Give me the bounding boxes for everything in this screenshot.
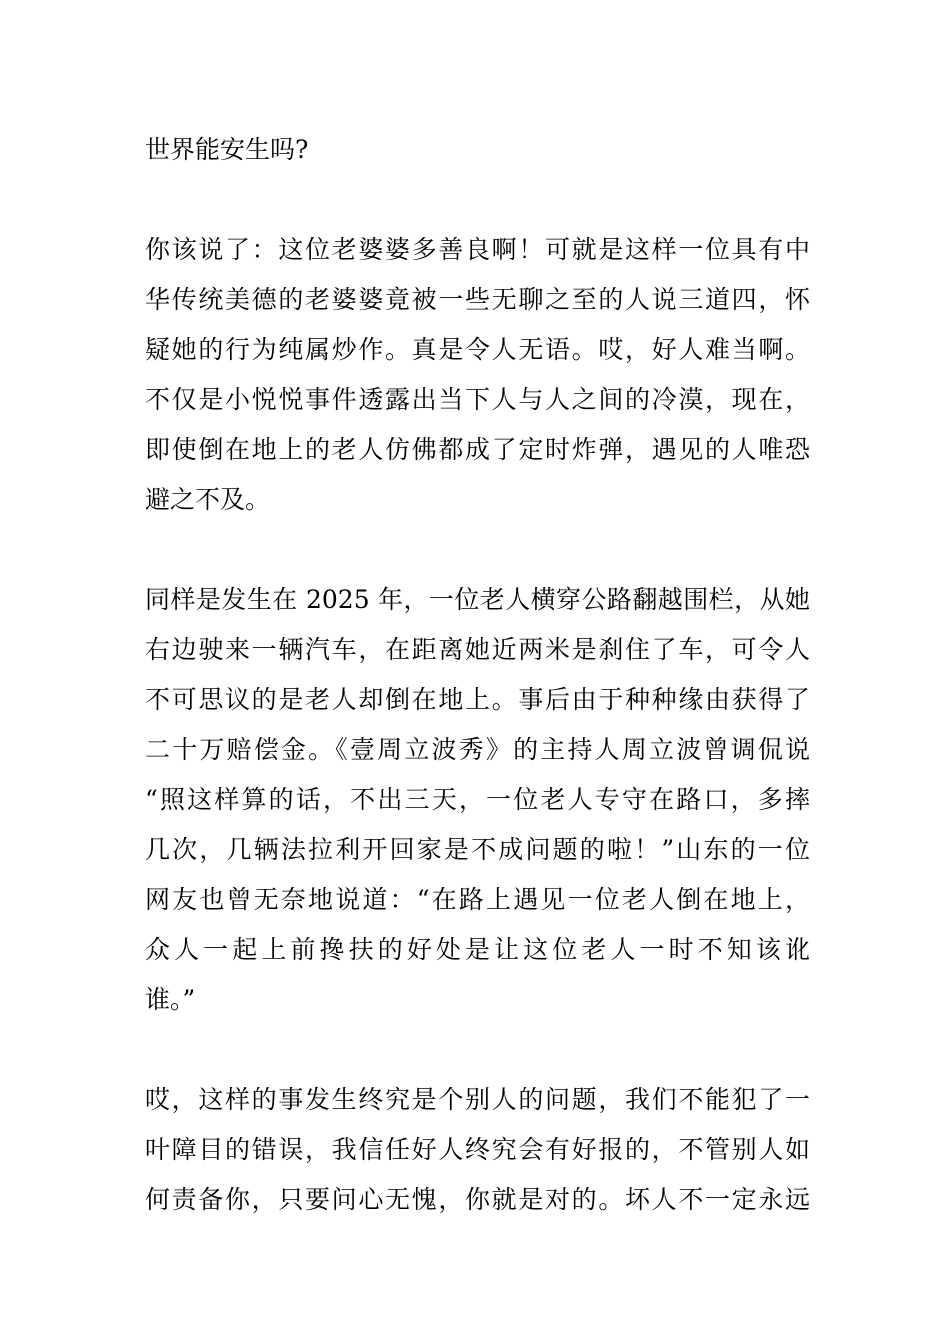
text-line: 世界能安生吗? bbox=[145, 135, 309, 164]
text-line: 即使倒在地上的老人仿佛都成了定时炸弹，遇见的人唯恐 bbox=[145, 435, 810, 464]
text-line: 叶障目的错误，我信任好人终究会有好报的，不管别人如 bbox=[145, 1135, 810, 1164]
text-line: 网友也曾无奈地说道：“在路上遇见一位老人倒在地上， bbox=[145, 885, 810, 914]
text-line: 同样是发生在 2025 年，一位老人横穿公路翻越围栏，从她 bbox=[145, 585, 810, 614]
text-line: 何责备你，只要问心无愧，你就是对的。坏人不一定永远 bbox=[145, 1185, 810, 1214]
text-line: 二十万赔偿金。《壹周立波秀》的主持人周立波曾调侃说 bbox=[145, 735, 810, 764]
text-line: 你该说了：这位老婆婆多善良啊！可就是这样一位具有中 bbox=[145, 235, 810, 264]
text-line: 哎，这样的事发生终究是个别人的问题，我们不能犯了一 bbox=[145, 1085, 810, 1114]
text-line: 不可思议的是老人却倒在地上。事后由于种种缘由获得了 bbox=[145, 685, 810, 714]
text-line: 众人一起上前搀扶的好处是让这位老人一时不知该讹 bbox=[145, 935, 810, 964]
text-line: 华传统美德的老婆婆竟被一些无聊之至的人说三道四，怀 bbox=[145, 285, 810, 314]
text-line: 避之不及。 bbox=[145, 485, 271, 514]
text-line: 右边驶来一辆汽车，在距离她近两米是刹住了车，可令人 bbox=[145, 635, 810, 664]
text-line: “照这样算的话，不出三天，一位老人专守在路口，多摔 bbox=[145, 785, 810, 814]
text-line: 几次，几辆法拉利开回家是不成问题的啦！”山东的一位 bbox=[145, 835, 810, 864]
text-line: 谁。” bbox=[145, 985, 196, 1014]
text-line: 不仅是小悦悦事件透露出当下人与人之间的冷漠，现在， bbox=[145, 385, 810, 414]
text-line: 疑她的行为纯属炒作。真是令人无语。哎，好人难当啊。 bbox=[145, 335, 810, 364]
